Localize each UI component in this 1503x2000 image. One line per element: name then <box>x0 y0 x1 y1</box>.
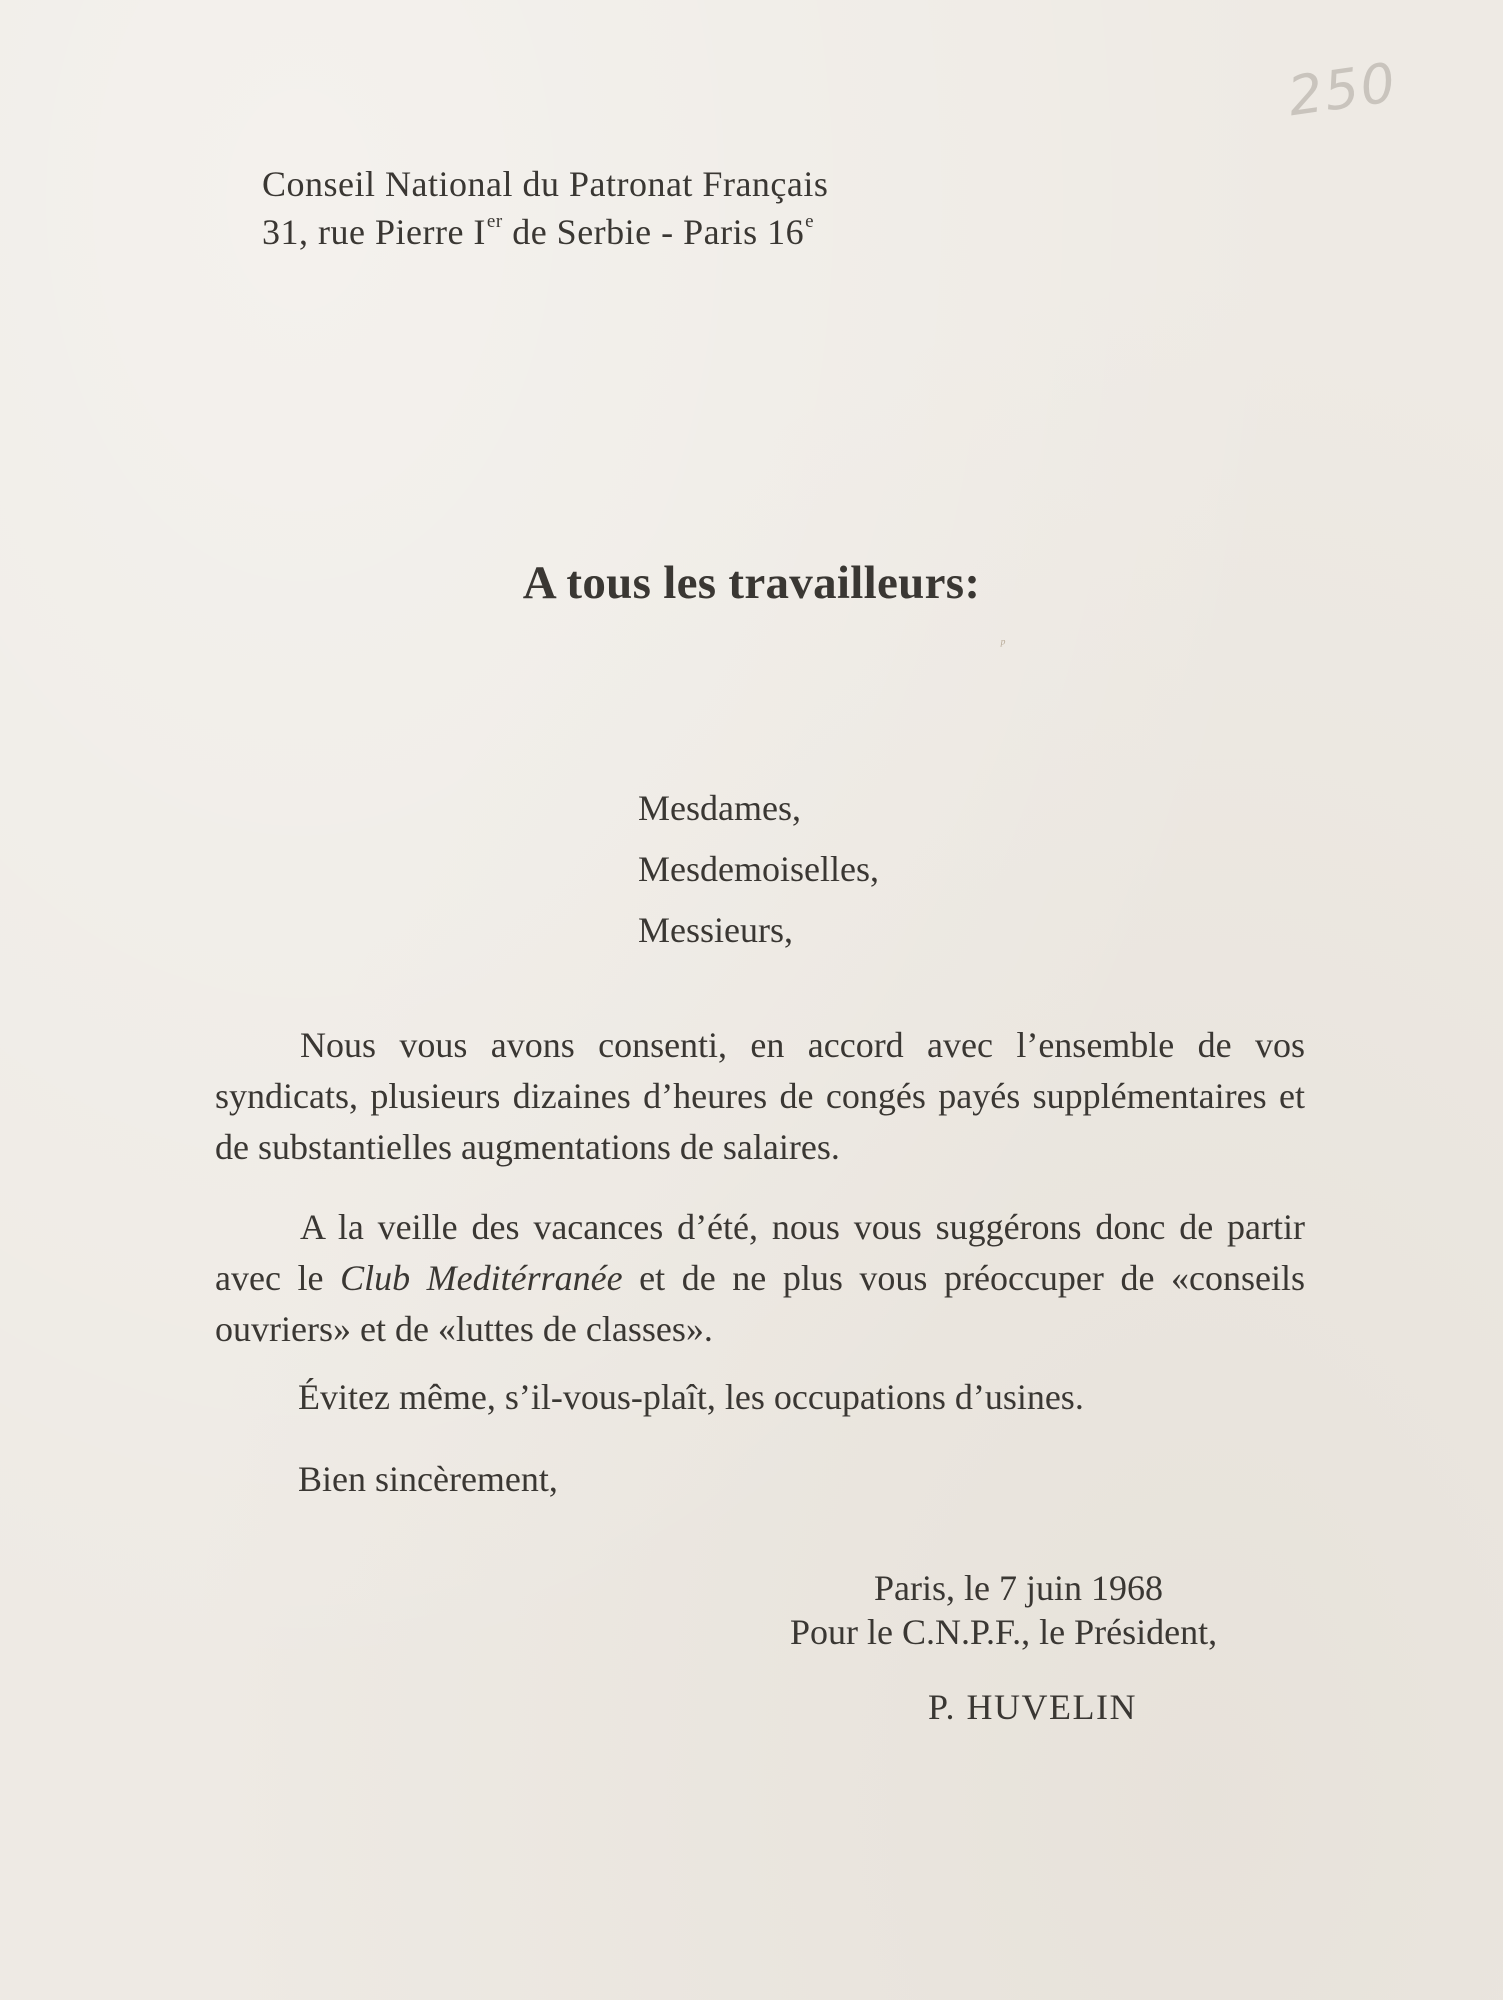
salutation-line: Mesdames, <box>638 788 801 828</box>
paragraph-text: A la veille des vacances d’été, nous vous suggérons donc de partir avec le Club Meditérranée et de ne plus vous préoccuper de «conseils ouvriers» et de «luttes de classes». <box>215 1207 1305 1349</box>
letterhead <box>262 160 828 256</box>
club-name: Club Meditérranée <box>340 1258 623 1298</box>
body-paragraph-1 <box>215 1020 1305 1173</box>
organization-name: Conseil National du Patronat Français <box>262 164 829 204</box>
closing-phrase: Bien sincèrement, <box>298 1459 558 1499</box>
letter-title: A tous les travailleurs: <box>522 557 981 609</box>
signoff-block <box>790 1566 1217 1654</box>
paragraph-text: Nous vous avons consenti, en accord avec l’ensemble de vos syndicats, plusieurs dizaines d’heures de congés payés supplémentaires et de substantielles augmentations de salaires. <box>215 1025 1305 1167</box>
salutation-line: Messieurs, <box>638 910 793 950</box>
body-paragraph-3: Évitez même, s’il-vous-plaît, les occupations d’usines. <box>298 1377 1084 1417</box>
signer-name: P. HUVELIN <box>928 1687 1137 1727</box>
place-date: Paris, le 7 juin 1968 <box>874 1568 1163 1608</box>
organization-address: 31, rue Pierre Ier de Serbie - Paris 16e <box>262 211 815 253</box>
body-paragraph-2 <box>215 1202 1305 1355</box>
handwritten-page-number: 250 <box>1284 50 1401 129</box>
paper-mark: ᵖ <box>1000 636 1005 653</box>
salutation-line: Mesdemoiselles, <box>638 849 879 889</box>
salutation <box>638 778 879 961</box>
signer-role: Pour le C.N.P.F., le Président, <box>790 1612 1218 1652</box>
